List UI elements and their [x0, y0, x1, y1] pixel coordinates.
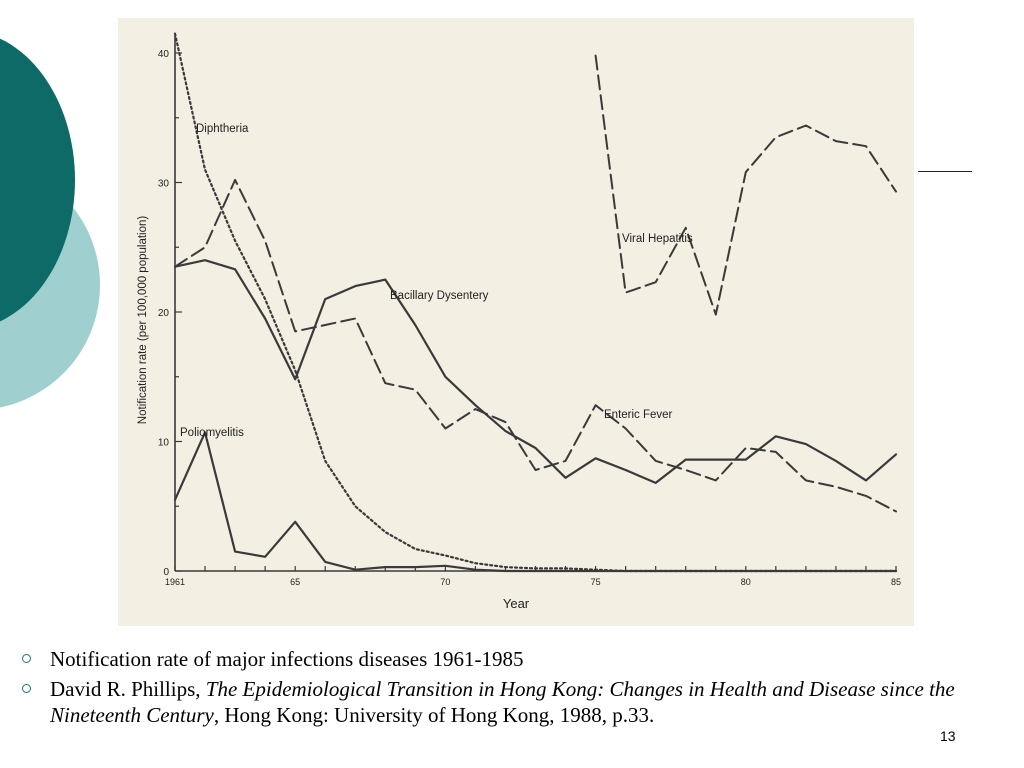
chart-lines	[175, 34, 896, 571]
caption-text: Notification rate of major infections diseases 1961-1985	[50, 647, 524, 671]
series-label-diphtheria: Diphtheria	[196, 123, 249, 135]
series-label-viral-hepatitis: Viral Hepatitis	[622, 233, 693, 245]
y-tick-label: 30	[157, 178, 169, 190]
caption-list	[18, 646, 1013, 732]
x-tick-label: 85	[890, 577, 902, 587]
series-label-enteric-fever: Enteric Fever	[604, 409, 673, 421]
bullet-circle-icon	[22, 684, 31, 693]
citation-author: David R. Phillips,	[50, 677, 206, 701]
series-line-poliomyelitis	[175, 432, 896, 571]
x-tick-label: 70	[440, 577, 451, 587]
x-tick-label: 80	[740, 577, 751, 587]
page-number: 13	[940, 728, 956, 744]
series-label-bacillary-dysentery: Bacillary Dysentery	[390, 290, 489, 302]
citation-item	[18, 676, 1013, 728]
x-tick-label: 1961	[164, 577, 186, 587]
y-axis-label: Notification rate (per 100,000 population)	[137, 215, 149, 425]
y-tick-label: 40	[157, 49, 169, 60]
chart-ticks	[158, 49, 901, 587]
chart-figure	[118, 18, 914, 626]
series-line-viral-hepatitis	[596, 56, 896, 315]
chart-axes	[175, 33, 896, 571]
x-tick-label: 65	[290, 577, 301, 587]
y-tick-label: 10	[157, 437, 169, 449]
series-label-poliomyelitis: Poliomyelitis	[180, 427, 244, 439]
citation-title: The Epidemiological Transition in Hong Kong: Changes in Health and Disease since the Nineteenth Century	[50, 677, 955, 727]
line-chart	[118, 18, 914, 626]
x-tick-label: 75	[590, 577, 601, 587]
series-line-diphtheria	[175, 34, 896, 571]
x-axis-label: Year	[502, 596, 530, 611]
caption-item	[18, 646, 1013, 672]
y-tick-label: 20	[157, 308, 169, 319]
citation-rest: , Hong Kong: University of Hong Kong, 1988, p.33.	[213, 703, 655, 727]
bullet-circle-icon	[22, 654, 31, 663]
series-line-enteric-fever	[175, 180, 896, 512]
horizontal-rule	[918, 171, 972, 172]
y-tick-label: 0	[163, 567, 169, 578]
